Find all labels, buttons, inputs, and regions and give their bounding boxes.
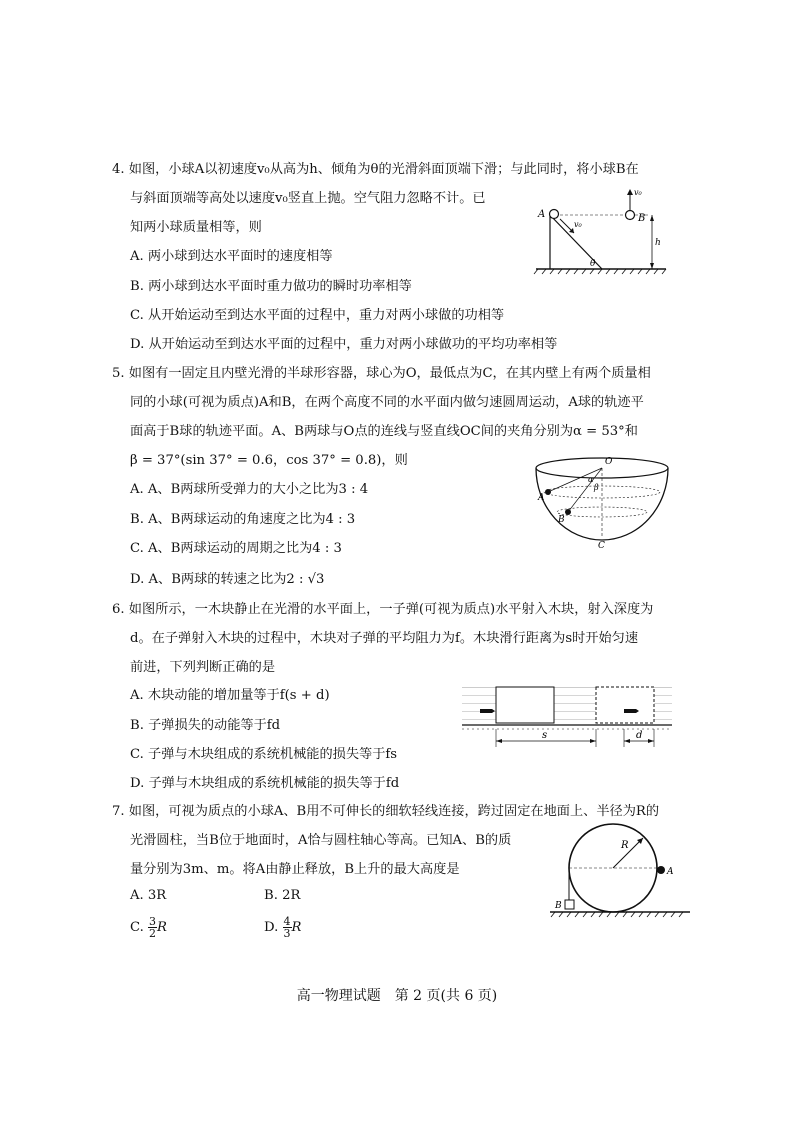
q7-option-c-denominator: 2 — [149, 927, 157, 940]
q7-line3: 量分别为3m、m。将A由静止释放，B上升的最大高度是 — [130, 862, 460, 877]
q4-option-b[interactable]: B. 两小球到达水平面时重力做功的瞬时功率相等 — [130, 279, 412, 294]
q5-option-b[interactable]: B. A、B两球运动的角速度之比为4 : 3 — [130, 512, 356, 527]
q5-figure — [530, 450, 680, 550]
q7-option-a[interactable]: A. 3R — [130, 888, 167, 903]
q7-line2: 光滑圆柱，当B位于地面时，A恰与圆柱轴心等高。已知A、B的质 — [130, 833, 512, 848]
q6-option-c[interactable]: C. 子弹与木块组成的系统机械能的损失等于fs — [130, 747, 398, 762]
q4-fig-label-h: h — [655, 238, 661, 248]
q7-option-c-prefix: C. — [130, 920, 149, 935]
q7-option-d-prefix: D. — [264, 920, 283, 935]
q7-fig-label-a: A — [667, 867, 674, 877]
q7-fig-label-b: B — [555, 901, 562, 911]
q7-option-d-fraction — [283, 916, 292, 939]
q4-option-c[interactable]: C. 从开始运动至到达水平面的过程中，重力对两小球做的功相等 — [130, 308, 505, 323]
q6-line1: 6. 如图所示，一木块静止在光滑的水平面上，一子弹(可视为质点)水平射入木块，射入深度为 — [112, 602, 654, 617]
q7-option-c-unit: R — [157, 920, 167, 935]
q6-option-d[interactable]: D. 子弹与木块组成的系统机械能的损失等于fd — [130, 776, 400, 791]
q6-option-a[interactable]: A. 木块动能的增加量等于f(s + d) — [130, 688, 330, 703]
q5-line1: 5. 如图有一固定且内壁光滑的半球形容器，球心为O，最低点为C，在其内壁上有两个质量相 — [112, 366, 651, 381]
q4-figure — [530, 185, 670, 275]
q7-option-d-unit: R — [291, 920, 302, 935]
q4-line3: 知两小球质量相等，则 — [130, 220, 262, 235]
q5-line2: 同的小球(可视为质点)A和B，在两个高度不同的水平面内做匀速圆周运动，A球的轨迹平 — [130, 395, 644, 410]
q7-option-b[interactable]: B. 2R — [264, 888, 301, 903]
q7-figure — [545, 818, 695, 918]
page-footer: 高一物理试题 第 2 页(共 6 页) — [296, 988, 498, 1004]
q6-option-b[interactable]: B. 子弹损失的动能等于fd — [130, 718, 281, 733]
q5-fig-label-alpha: α — [588, 475, 594, 484]
q6-fig-label-s: s — [542, 730, 548, 741]
q7-option-d-denominator: 3 — [283, 927, 291, 940]
q5-option-d[interactable]: D. A、B两球的转速之比为2 : √3 — [130, 572, 325, 587]
q4-option-d[interactable]: D. 从开始运动至到达水平面的过程中，重力对两小球做功的平均功率相等 — [130, 337, 558, 352]
q4-fig-label-v0b: v₀ — [634, 188, 642, 197]
q5-fig-label-b: B — [558, 515, 565, 525]
q4-option-a[interactable]: A. 两小球到达水平面时的速度相等 — [130, 249, 333, 264]
q5-option-a[interactable]: A. A、B两球所受弹力的大小之比为3 : 4 — [130, 482, 369, 497]
q5-fig-label-o: O — [605, 457, 613, 467]
q6-fig-label-d: d — [636, 730, 643, 741]
q4-line2: 与斜面顶端等高处以速度v₀竖直上抛。空气阻力忽略不计。已 — [130, 191, 486, 206]
q5-fig-label-c: C — [598, 541, 605, 550]
q5-fig-label-beta: β — [594, 483, 599, 492]
q4-fig-label-b: B — [638, 213, 646, 224]
q7-fig-label-r: R — [621, 840, 629, 851]
q5-line4: β = 37°(sin 37° = 0.6，cos 37° = 0.8)，则 — [130, 453, 408, 468]
q4-fig-label-a: A — [538, 209, 546, 220]
q7-option-d-numerator: 4 — [283, 915, 291, 928]
q7-line1: 7. 如图，可视为质点的小球A、B用不可伸长的细软轻线连接，跨过固定在地面上、半径为R的 — [112, 804, 660, 819]
q7-option-c-fraction — [148, 916, 157, 939]
q6-line2: d。在子弹射入木块的过程中，木块对子弹的平均阻力为f。木块滑行距离为s时开始匀速 — [130, 631, 639, 646]
q4-fig-label-theta: θ — [590, 259, 596, 269]
q5-line3: 面高于B球的轨迹平面。A、B两球与O点的连线与竖直线OC间的夹角分别为α = 53°和 — [130, 424, 638, 439]
q5-fig-label-a: A — [538, 493, 545, 503]
q5-option-c[interactable]: C. A、B两球运动的周期之比为4 : 3 — [130, 541, 342, 556]
q7-option-d[interactable] — [264, 916, 301, 939]
q4-fig-label-v0a: v₀ — [574, 220, 582, 229]
q6-line3: 前进，下列判断正确的是 — [130, 660, 276, 675]
q6-figure — [462, 685, 672, 757]
q7-option-c[interactable] — [130, 916, 167, 939]
q4-line1: 4. 如图，小球A以初速度v₀从高为h、倾角为θ的光滑斜面顶端下滑；与此同时，将小球B在 — [112, 162, 639, 177]
q7-option-c-numerator: 3 — [149, 915, 157, 928]
